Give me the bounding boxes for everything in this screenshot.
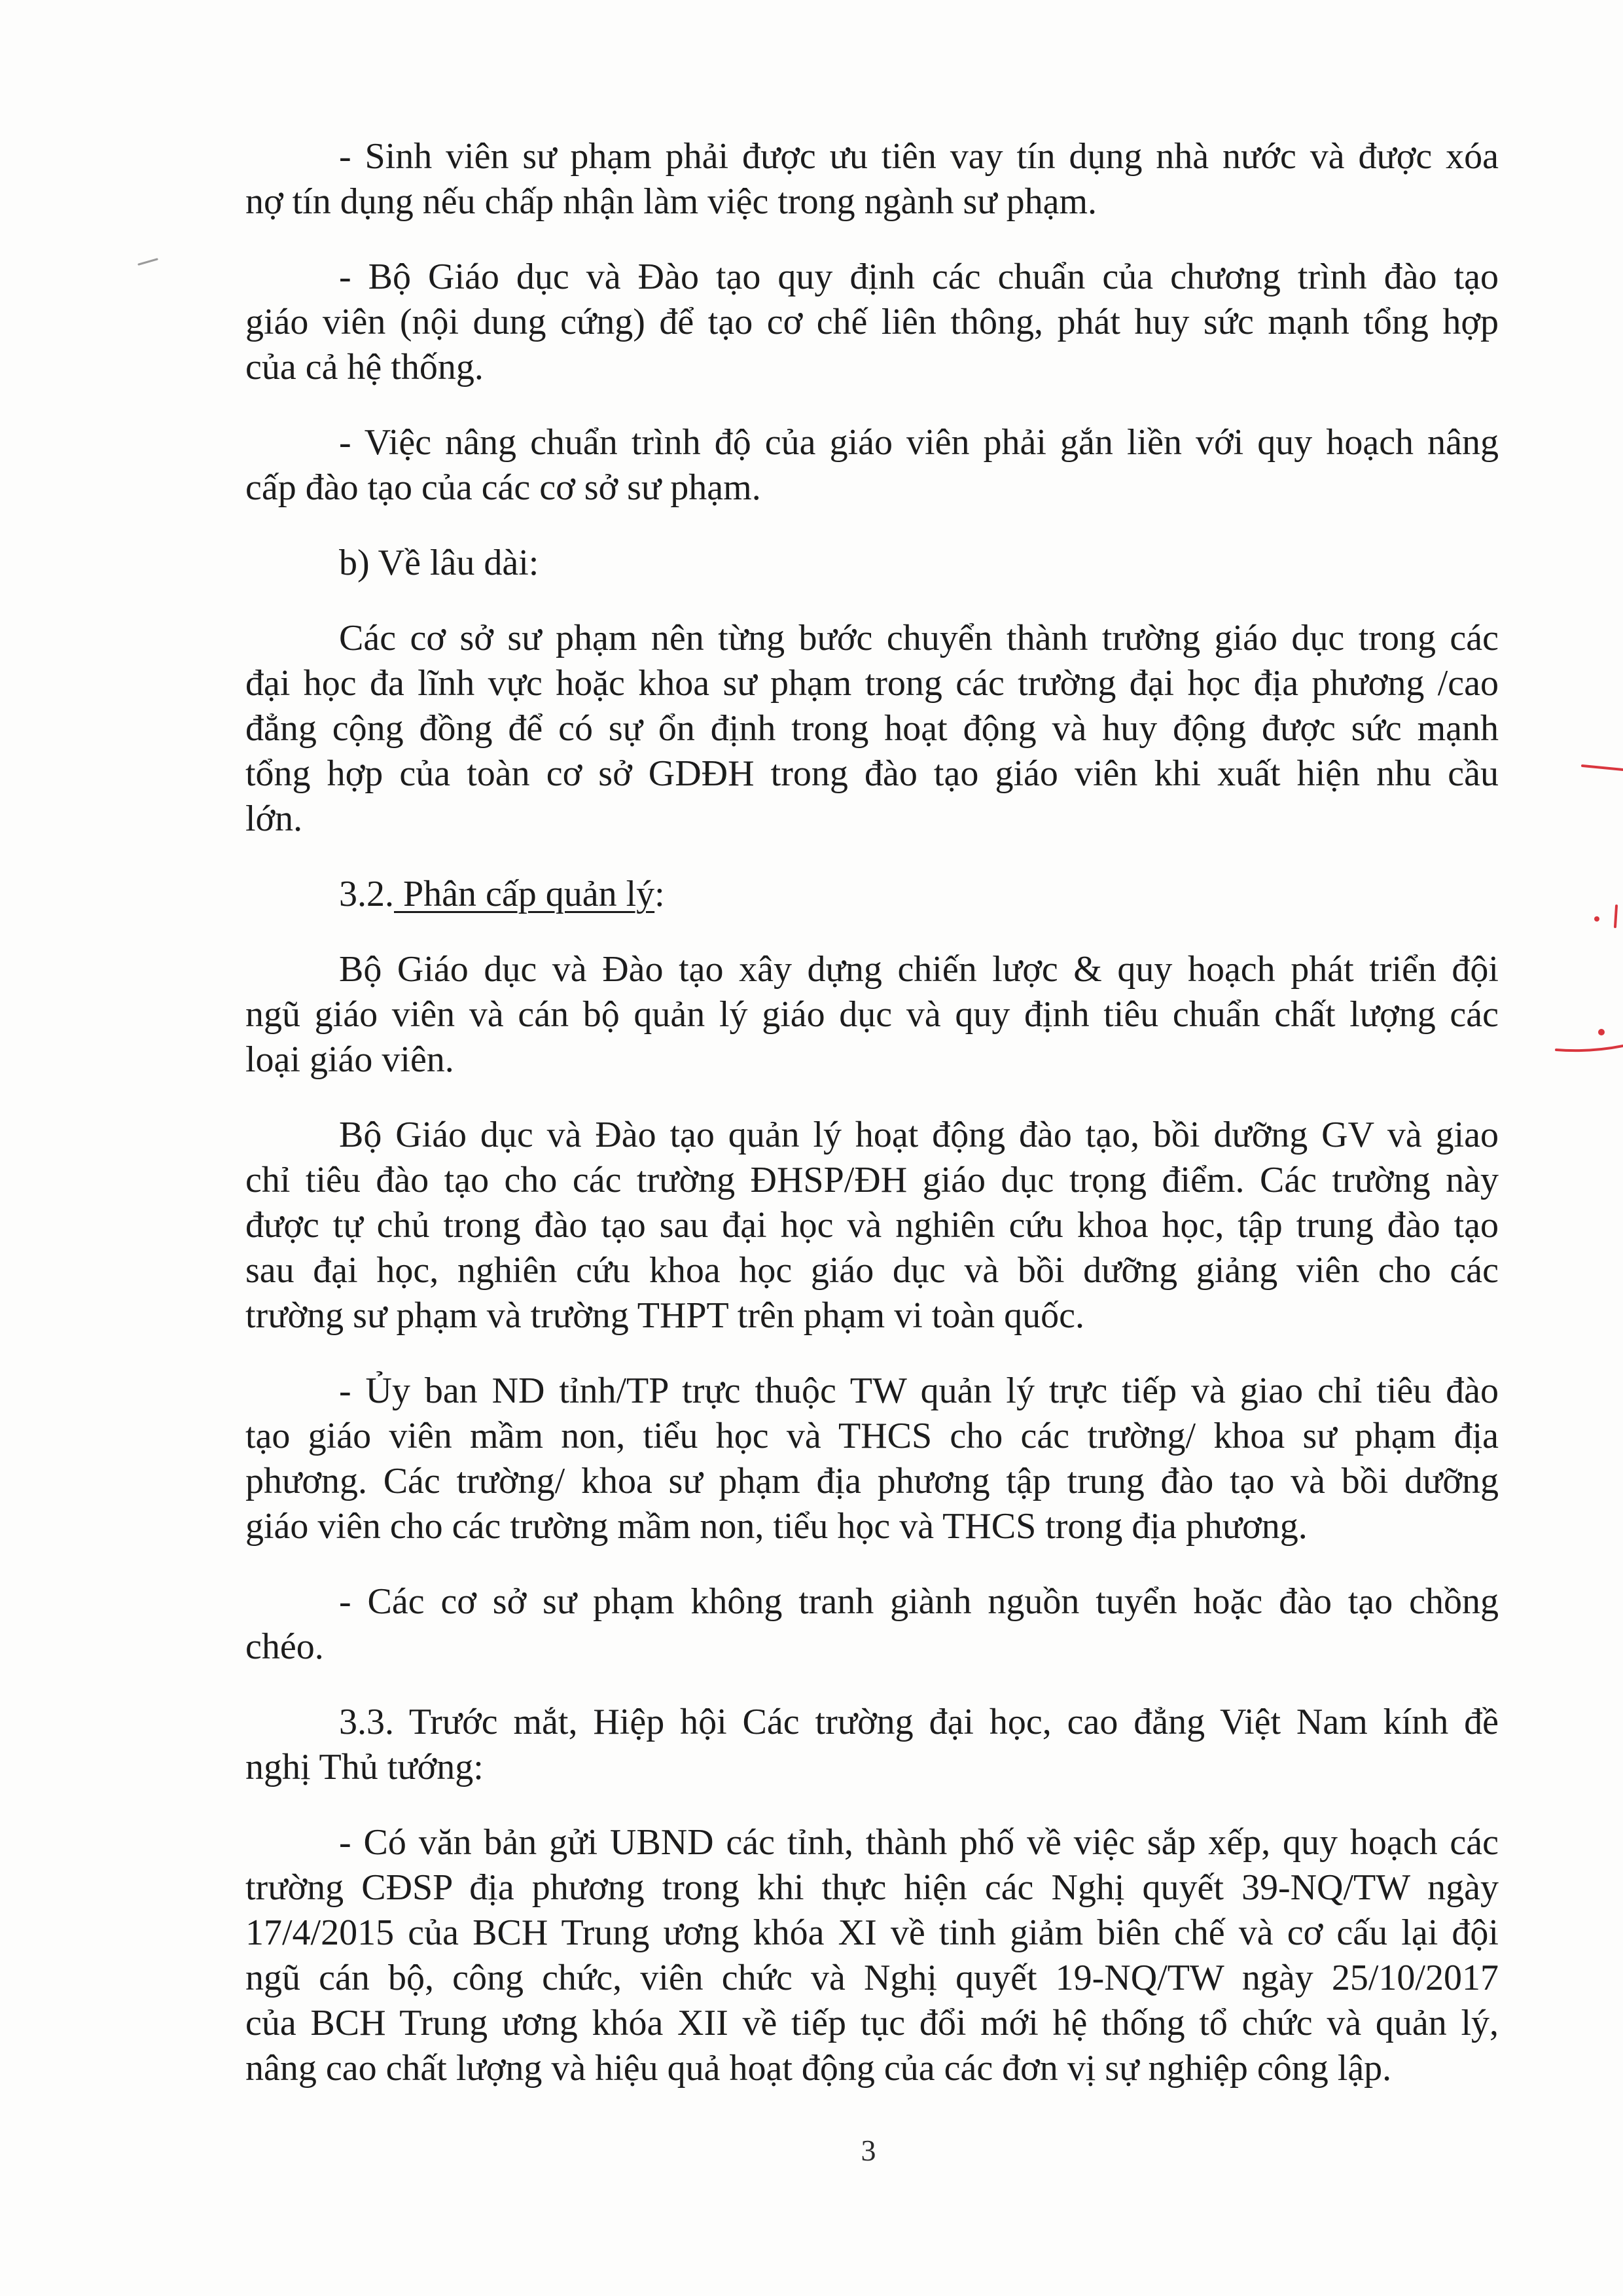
text-line: ngũ cán bộ, công chức, viên chức và Nghị quyết 19-NQ/TW ngày 25/10/2017: [245, 1958, 1499, 1998]
section-number: 3.2.: [339, 874, 394, 914]
text-line: nợ tín dụng nếu chấp nhận làm việc trong ngành sư phạm.: [245, 181, 1097, 222]
stamp-edge-mark: [1615, 906, 1616, 927]
text-line: - Có văn bản gửi UBND các tỉnh, thành phố về việc sắp xếp, quy hoạch các: [339, 1822, 1499, 1863]
text-line: 3.3. Trước mắt, Hiệp hội Các trường đại học, cao đẳng Việt Nam kính đề: [339, 1702, 1499, 1742]
subheading-long-term: [245, 541, 1499, 586]
text-line: chéo.: [245, 1626, 324, 1667]
text-line: đẳng cộng đồng để có sự ổn định trong hoạt động và huy động được sức mạnh: [245, 708, 1499, 749]
text-line: - Ủy ban ND tỉnh/TP trực thuộc TW quản lý trực tiếp và giao chỉ tiêu đào: [339, 1371, 1499, 1411]
paragraph-provincial-committee: [245, 1369, 1499, 1549]
stamp-edge-dot: [1594, 916, 1599, 922]
text-line: trường CĐSP địa phương trong khi thực hiện các Nghị quyết 39-NQ/TW ngày: [245, 1867, 1499, 1908]
text-line: Các cơ sở sư phạm nên từng bước chuyển thành trường giáo dục trong các: [339, 618, 1499, 658]
text-line: ngũ giáo viên và cán bộ quản lý giáo dục và quy định tiêu chuẩn chất lượng các: [245, 994, 1499, 1035]
text-line: Bộ Giáo dục và Đào tạo quản lý hoạt động đào tạo, bồi dưỡng GV và giao: [339, 1115, 1499, 1155]
text-line: nghị Thủ tướng:: [245, 1747, 484, 1787]
stamp-edge-mark: [1582, 766, 1623, 770]
section-heading-3-3: [245, 1700, 1499, 1790]
text-line: chỉ tiêu đào tạo cho các trường ĐHSP/ĐH giáo dục trọng điểm. Các trường này: [245, 1160, 1499, 1200]
text-line: tổng hợp của toàn cơ sở GDĐH trong đào tạo giáo viên khi xuất hiện nhu cầu: [245, 753, 1499, 794]
paragraph-long-term-plan: [245, 616, 1499, 842]
text-line: sau đại học, nghiên cứu khoa học giáo dục và bồi dưỡng giảng viên cho các: [245, 1250, 1499, 1291]
text-line: cấp đào tạo của các cơ sở sư phạm.: [245, 467, 761, 508]
text-line: loại giáo viên.: [245, 1039, 454, 1080]
paragraph-student-credit-priority: [245, 134, 1499, 224]
text-line: giáo viên (nội dung cứng) để tạo cơ chế liên thông, phát huy sức mạnh tổng hợp: [245, 302, 1499, 342]
section-title: Phân cấp quản lý: [403, 874, 655, 914]
paragraph-no-overlap: [245, 1579, 1499, 1670]
text-line: 17/4/2015 của BCH Trung ương khóa XI về tinh giảm biên chế và cơ cấu lại đội: [245, 1912, 1499, 1953]
section-title-suffix: :: [654, 874, 665, 914]
text-line: của BCH Trung ương khóa XII về tiếp tục đổi mới hệ thống tổ chức và quản lý,: [245, 2003, 1499, 2043]
document-body: [245, 134, 1499, 2091]
text-line: giáo viên cho các trường mầm non, tiểu học và THCS trong địa phương.: [245, 1506, 1308, 1547]
scan-speck: [139, 259, 157, 264]
paragraph-training-standards: [245, 255, 1499, 390]
text-line: Bộ Giáo dục và Đào tạo xây dựng chiến lược & quy hoạch phát triển đội: [339, 949, 1499, 990]
text-line: b) Về lâu dài:: [339, 543, 539, 583]
paragraph-ministry-management: [245, 1113, 1499, 1338]
text-line: trường sư phạm và trường THPT trên phạm vi toàn quốc.: [245, 1295, 1085, 1336]
stamp-edge-mark: [1556, 1046, 1623, 1050]
heading-line: [245, 872, 1499, 917]
text-line: - Bộ Giáo dục và Đào tạo quy định các chuẩn của chương trình đào tạo: [339, 257, 1499, 297]
text-line: - Việc nâng chuẩn trình độ của giáo viên phải gắn liền với quy hoạch nâng: [339, 422, 1499, 463]
paragraph-teacher-qualification: [245, 420, 1499, 511]
paragraph-official-dispatch: [245, 1820, 1499, 2091]
section-heading-3-2: [245, 872, 1499, 917]
text-line: phương. Các trường/ khoa sư phạm địa phương tập trung đào tạo và bồi dưỡng: [245, 1461, 1499, 1501]
text-line: nâng cao chất lượng và hiệu quả hoạt động của các đơn vị sự nghiệp công lập.: [245, 2048, 1392, 2089]
text-line: đại học đa lĩnh vực hoặc khoa sư phạm trong các trường đại học địa phương /cao: [245, 663, 1499, 704]
text-line: - Sinh viên sư phạm phải được ưu tiên vay tín dụng nhà nước và được xóa: [339, 136, 1499, 177]
stamp-edge-dot: [1598, 1029, 1605, 1035]
text-line: lớn.: [245, 798, 303, 839]
text-line: được tự chủ trong đào tạo sau đại học và nghiên cứu khoa học, tập trung đào tạo: [245, 1205, 1499, 1246]
text-line: của cả hệ thống.: [245, 347, 484, 387]
text-line: tạo giáo viên mầm non, tiểu học và THCS cho các trường/ khoa sư phạm địa: [245, 1416, 1499, 1456]
paragraph-ministry-strategy: [245, 947, 1499, 1083]
page-number: 3: [861, 2134, 876, 2167]
text-line: - Các cơ sở sư phạm không tranh giành nguồn tuyển hoặc đào tạo chồng: [339, 1581, 1499, 1622]
